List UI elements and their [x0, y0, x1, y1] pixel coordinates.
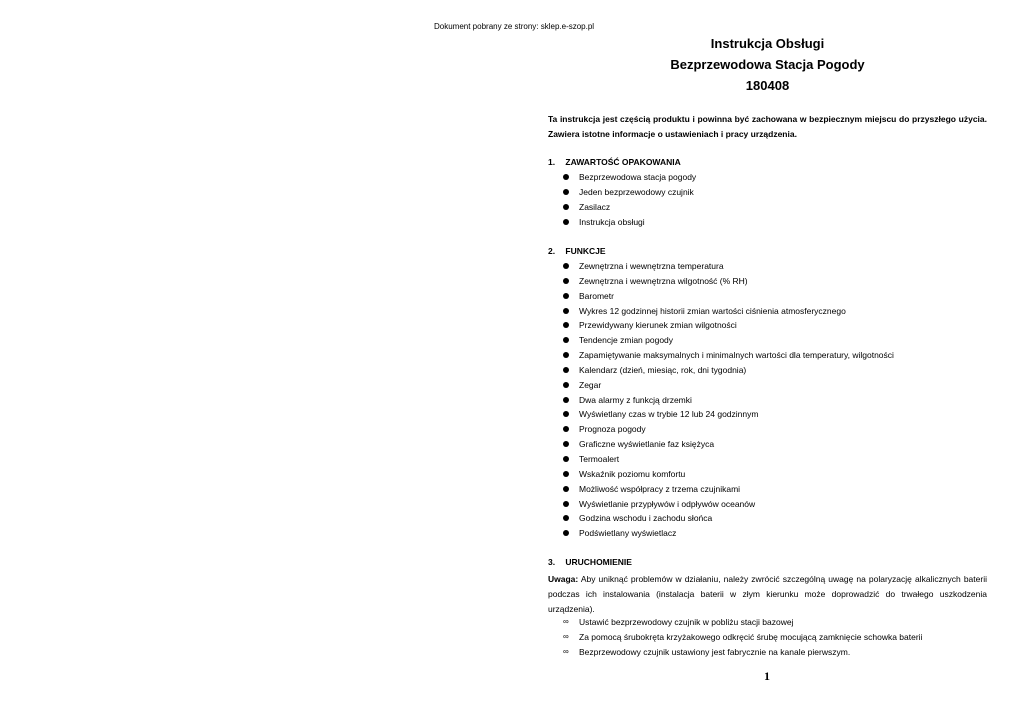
list-item-text: Zewnętrzna i wewnętrzna temperatura [579, 261, 724, 271]
infinity-bullet-icon: ∞ [563, 631, 569, 641]
intro-paragraph: Ta instrukcja jest częścią produktu i powinna być zachowana w bezpiecznym miejscu do przyszłego użycia. Zawiera istotne informacje o ustawieniach i pracy urządzenia. [548, 114, 987, 139]
list-item-text: Podświetlany wyświetlacz [579, 528, 677, 539]
list-item [563, 363, 894, 378]
list-item-text: Wskaźnik poziomu komfortu [579, 468, 686, 479]
list-item-text: Zegar [579, 379, 602, 390]
infinity-bullet-icon: ∞ [563, 646, 569, 656]
bullet-icon [563, 174, 569, 180]
startup-steps-list [563, 615, 922, 660]
list-item-text: Zewnętrzna i wewnętrzna wilgotność (% RH) [579, 275, 748, 286]
warning-note [548, 572, 987, 617]
list-item [563, 393, 894, 408]
bullet-icon [563, 426, 569, 432]
bullet-icon [563, 441, 569, 447]
list-item-text: Bezprzewodowa stacja pogody [579, 172, 697, 182]
list-item [563, 333, 894, 348]
product-code: 180408 [745, 78, 790, 93]
list-item [563, 348, 894, 363]
list-item-text: Zapamiętywanie maksymalnych i minimalnych wartości dla temperatury, wilgotności [579, 350, 894, 361]
bullet-icon [563, 352, 569, 358]
bullet-icon [563, 382, 569, 388]
list-item [563, 437, 894, 452]
bullet-icon [563, 501, 569, 507]
page-title: Instrukcja Obsługi [710, 36, 825, 51]
section-number: 3. [548, 557, 556, 567]
list-item-text: Kalendarz (dzień, miesiąc, rok, dni tygodnia) [579, 364, 747, 375]
list-item [563, 407, 894, 422]
list-item [563, 215, 696, 230]
bullet-icon [563, 486, 569, 492]
bullet-icon [563, 456, 569, 462]
note-label: Uwaga: [548, 574, 579, 584]
bullet-icon [563, 367, 569, 373]
section-title: URUCHOMIENIE [565, 557, 632, 567]
bullet-icon [563, 189, 569, 195]
list-item-text: Godzina wschodu i zachodu słońca [579, 513, 713, 524]
section-heading-functions [548, 246, 606, 256]
bullet-icon [563, 322, 569, 328]
list-item [563, 318, 894, 333]
list-item [563, 497, 894, 512]
contents-list [563, 170, 696, 229]
bullet-icon [563, 308, 569, 314]
list-item [563, 274, 894, 289]
list-item [563, 467, 894, 482]
bullet-icon [563, 515, 569, 521]
list-item-text: Tendencje zmian pogody [579, 335, 674, 346]
list-item-text: Dwa alarmy z funkcją drzemki [579, 394, 692, 405]
section-number: 1. [548, 157, 556, 167]
page-subtitle: Bezprzewodowa Stacja Pogody [670, 57, 865, 72]
list-item [563, 645, 922, 660]
list-item [563, 615, 922, 630]
infinity-bullet-icon: ∞ [563, 617, 569, 626]
list-item-text: Ustawić bezprzewodowy czujnik w pobliżu stacji bazowej [579, 617, 794, 627]
section-heading-contents [548, 157, 681, 167]
list-item-text: Za pomocą śrubokręta krzyżakowego odkręcić śrubę mocującą zamknięcie schowka baterii [579, 631, 923, 642]
section-heading-startup [548, 557, 632, 567]
bullet-icon [563, 263, 569, 269]
list-item-text: Bezprzewodowy czujnik ustawiony jest fabrycznie na kanale pierwszym. [579, 646, 851, 657]
list-item-text: Wyświetlany czas w trybie 12 lub 24 godzinnym [579, 409, 759, 420]
list-item-text: Barometr [579, 290, 614, 301]
list-item-text: Graficzne wyświetlanie faz księżyca [579, 439, 715, 450]
list-item [563, 185, 696, 200]
bullet-icon [563, 471, 569, 477]
list-item [563, 259, 894, 274]
list-item [563, 630, 922, 645]
bullet-icon [563, 293, 569, 299]
list-item-text: Jeden bezprzewodowy czujnik [579, 186, 694, 197]
list-item [563, 170, 696, 185]
list-item-text: Wykres 12 godzinnej historii zmian wartości ciśnienia atmosferycznego [579, 305, 846, 316]
page-number: 1 [764, 669, 770, 683]
list-item-text: Zasilacz [579, 201, 611, 212]
list-item [563, 378, 894, 393]
bullet-icon [563, 530, 569, 536]
list-item-text: Możliwość współpracy z trzema czujnikami [579, 483, 741, 494]
bullet-icon [563, 411, 569, 417]
list-item [563, 526, 894, 541]
list-item-text: Instrukcja obsługi [579, 216, 645, 227]
bullet-icon [563, 337, 569, 343]
source-line: Dokument pobrany ze strony: sklep.e-szop.pl [434, 22, 595, 31]
section-number: 2. [548, 246, 556, 256]
list-item [563, 304, 894, 319]
list-item-text: Termoalert [579, 453, 620, 464]
bullet-icon [563, 219, 569, 225]
list-item [563, 482, 894, 497]
section-title: FUNKCJE [565, 246, 606, 256]
list-item-text: Wyświetlanie przypływów i odpływów oceanów [579, 498, 756, 509]
list-item [563, 511, 894, 526]
list-item [563, 452, 894, 467]
note-text: Aby uniknąć problemów w działaniu, należy zwrócić szczególną uwagę na polaryzację alkalicznych baterii podczas ich instalowania (instalacja baterii w złym kierunku może doprowadzić do trwałego uszkodzenia urządzenia). [548, 574, 987, 614]
section-title: ZAWARTOŚĆ OPAKOWANIA [565, 157, 681, 167]
bullet-icon [563, 397, 569, 403]
list-item-text: Przewidywany kierunek zmian wilgotności [579, 320, 737, 331]
bullet-icon [563, 204, 569, 210]
functions-list [563, 259, 894, 541]
list-item [563, 200, 696, 215]
list-item [563, 289, 894, 304]
bullet-icon [563, 278, 569, 284]
list-item-text: Prognoza pogody [579, 424, 646, 435]
list-item [563, 422, 894, 437]
